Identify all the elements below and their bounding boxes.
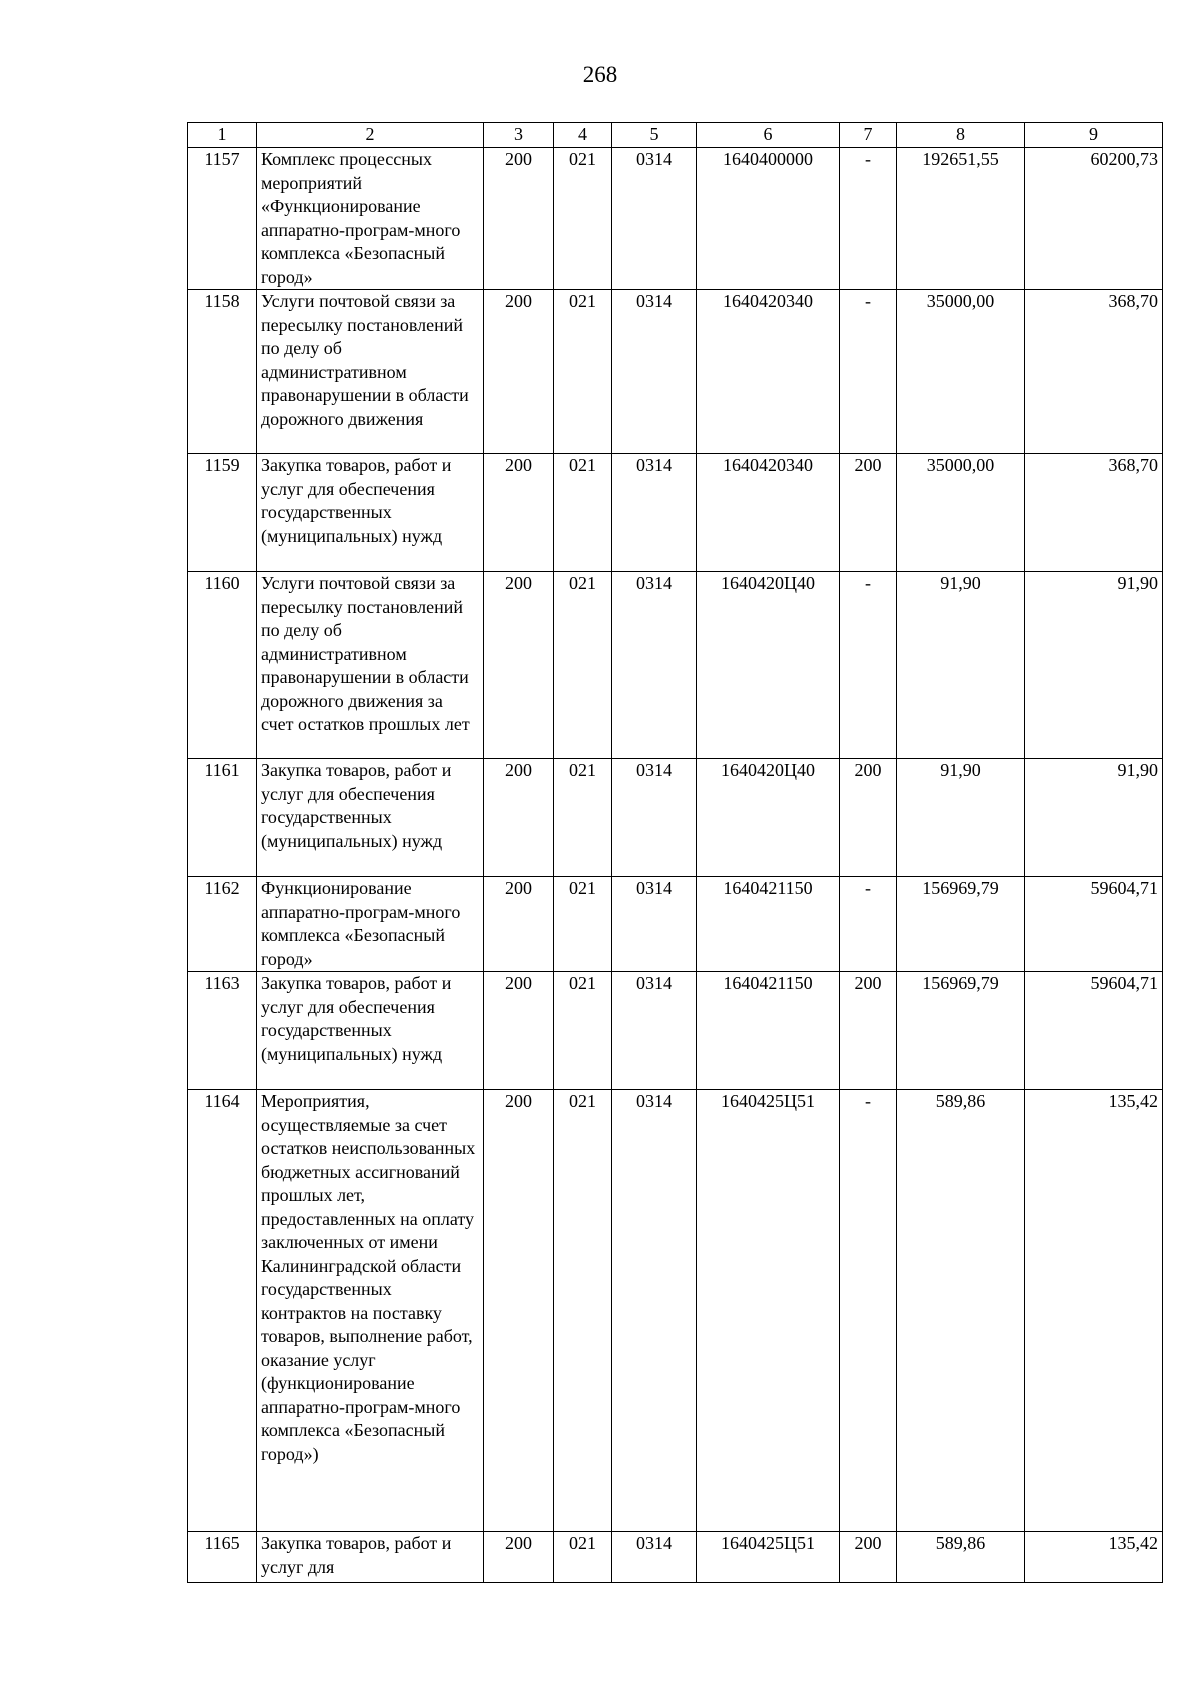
cell-col8: 589,86 xyxy=(897,1090,1025,1532)
cell-col7: - xyxy=(840,290,897,454)
row-name: Закупка товаров, работ и услуг для обеспечения государственных (муниципальных) нужд xyxy=(257,454,484,572)
budget-table xyxy=(187,122,1163,1583)
cell-col4: 021 xyxy=(554,877,612,972)
row-name: Услуги почтовой связи за пересылку постановлений по делу об административном правонарушении в области дорожного движения за счет остатков прошлых лет xyxy=(257,572,484,759)
header-row xyxy=(188,123,1163,148)
page-number: 268 xyxy=(582,62,618,87)
cell-col4: 021 xyxy=(554,290,612,454)
row-number: 1158 xyxy=(188,290,257,454)
cell-col4: 021 xyxy=(554,454,612,572)
cell-col3: 200 xyxy=(484,290,554,454)
cell-col6: 1640425Ц51 xyxy=(697,1532,840,1583)
row-number: 1162 xyxy=(188,877,257,972)
row-name: Функционирование аппаратно-програм-много комплекса «Безопасный город» xyxy=(257,877,484,972)
cell-col6: 1640420Ц40 xyxy=(697,759,840,877)
row-number: 1163 xyxy=(188,972,257,1090)
cell-col9: 135,42 xyxy=(1025,1532,1163,1583)
cell-col9: 368,70 xyxy=(1025,290,1163,454)
cell-col5: 0314 xyxy=(612,877,697,972)
row-number: 1165 xyxy=(188,1532,257,1583)
row-number: 1164 xyxy=(188,1090,257,1532)
cell-col4: 021 xyxy=(554,1532,612,1583)
cell-col8: 156969,79 xyxy=(897,877,1025,972)
table-row xyxy=(188,290,1163,454)
cell-col6: 1640425Ц51 xyxy=(697,1090,840,1532)
cell-col6: 1640420Ц40 xyxy=(697,572,840,759)
cell-col9: 59604,71 xyxy=(1025,972,1163,1090)
table-row xyxy=(188,1532,1163,1583)
row-name: Комплекс процессных мероприятий «Функционирование аппаратно-програм-много комплекса «Безопасный город» xyxy=(257,148,484,290)
cell-col8: 589,86 xyxy=(897,1532,1025,1583)
cell-col8: 91,90 xyxy=(897,759,1025,877)
cell-col4: 021 xyxy=(554,572,612,759)
table-row xyxy=(188,148,1163,290)
table-row xyxy=(188,759,1163,877)
cell-col4: 021 xyxy=(554,148,612,290)
cell-col8: 192651,55 xyxy=(897,148,1025,290)
cell-col9: 60200,73 xyxy=(1025,148,1163,290)
column-header: 1 xyxy=(188,123,257,148)
row-name: Закупка товаров, работ и услуг для обеспечения государственных (муниципальных) нужд xyxy=(257,759,484,877)
column-header: 3 xyxy=(484,123,554,148)
cell-col7: - xyxy=(840,1090,897,1532)
cell-col3: 200 xyxy=(484,1532,554,1583)
cell-col3: 200 xyxy=(484,759,554,877)
row-number: 1157 xyxy=(188,148,257,290)
cell-col7: - xyxy=(840,877,897,972)
table-row xyxy=(188,972,1163,1090)
column-header: 4 xyxy=(554,123,612,148)
cell-col7: 200 xyxy=(840,454,897,572)
cell-col6: 1640421150 xyxy=(697,972,840,1090)
row-name: Закупка товаров, работ и услуг для xyxy=(257,1532,484,1583)
column-header: 6 xyxy=(697,123,840,148)
cell-col9: 91,90 xyxy=(1025,759,1163,877)
cell-col3: 200 xyxy=(484,972,554,1090)
cell-col9: 91,90 xyxy=(1025,572,1163,759)
cell-col5: 0314 xyxy=(612,290,697,454)
cell-col5: 0314 xyxy=(612,1090,697,1532)
row-name: Мероприятия, осуществляемые за счет остатков неиспользованных бюджетных ассигнований прошлых лет, предоставленных на оплату заключенных от имени Калининградской области государственных контрактов на поставку товаров, выполнение работ, оказание услуг (функционирование аппаратно-програм-много комплекса «Безопасный город») xyxy=(257,1090,484,1532)
cell-col4: 021 xyxy=(554,1090,612,1532)
cell-col4: 021 xyxy=(554,759,612,877)
cell-col3: 200 xyxy=(484,877,554,972)
cell-col6: 1640421150 xyxy=(697,877,840,972)
table-row xyxy=(188,454,1163,572)
row-number: 1160 xyxy=(188,572,257,759)
cell-col5: 0314 xyxy=(612,1532,697,1583)
column-header: 8 xyxy=(897,123,1025,148)
column-header: 7 xyxy=(840,123,897,148)
table-row xyxy=(188,877,1163,972)
cell-col7: 200 xyxy=(840,972,897,1090)
cell-col6: 1640420340 xyxy=(697,454,840,572)
row-name: Закупка товаров, работ и услуг для обеспечения государственных (муниципальных) нужд xyxy=(257,972,484,1090)
cell-col6: 1640420340 xyxy=(697,290,840,454)
cell-col8: 35000,00 xyxy=(897,290,1025,454)
table-row xyxy=(188,572,1163,759)
row-name: Услуги почтовой связи за пересылку постановлений по делу об административном правонарушении в области дорожного движения xyxy=(257,290,484,454)
cell-col6: 1640400000 xyxy=(697,148,840,290)
cell-col3: 200 xyxy=(484,148,554,290)
cell-col9: 59604,71 xyxy=(1025,877,1163,972)
cell-col3: 200 xyxy=(484,572,554,759)
cell-col4: 021 xyxy=(554,972,612,1090)
cell-col5: 0314 xyxy=(612,572,697,759)
cell-col7: 200 xyxy=(840,1532,897,1583)
column-header: 5 xyxy=(612,123,697,148)
cell-col5: 0314 xyxy=(612,454,697,572)
cell-col5: 0314 xyxy=(612,972,697,1090)
cell-col5: 0314 xyxy=(612,148,697,290)
cell-col9: 135,42 xyxy=(1025,1090,1163,1532)
cell-col7: 200 xyxy=(840,759,897,877)
cell-col7: - xyxy=(840,572,897,759)
cell-col3: 200 xyxy=(484,454,554,572)
column-header: 2 xyxy=(257,123,484,148)
cell-col5: 0314 xyxy=(612,759,697,877)
column-header: 9 xyxy=(1025,123,1163,148)
cell-col9: 368,70 xyxy=(1025,454,1163,572)
cell-col7: - xyxy=(840,148,897,290)
cell-col3: 200 xyxy=(484,1090,554,1532)
cell-col8: 156969,79 xyxy=(897,972,1025,1090)
cell-col8: 91,90 xyxy=(897,572,1025,759)
row-number: 1161 xyxy=(188,759,257,877)
row-number: 1159 xyxy=(188,454,257,572)
table-row xyxy=(188,1090,1163,1532)
cell-col8: 35000,00 xyxy=(897,454,1025,572)
